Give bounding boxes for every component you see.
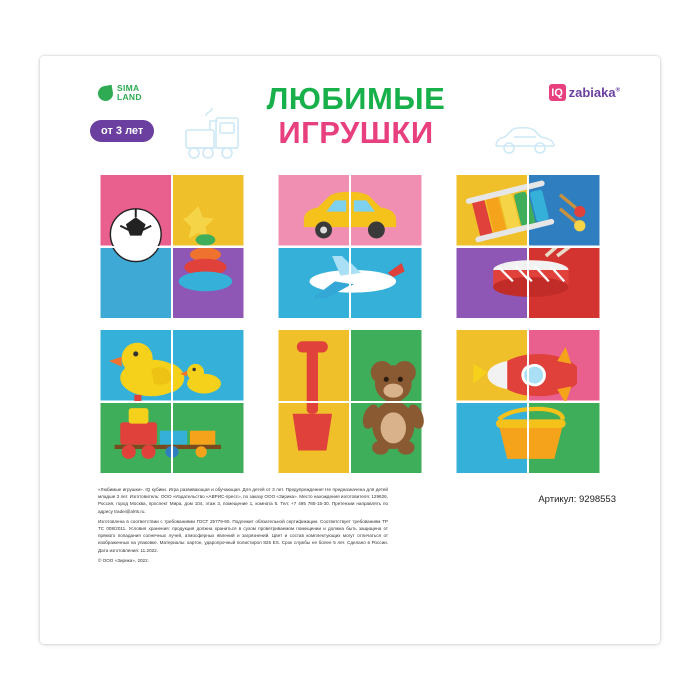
- puzzle-grid: [88, 174, 612, 474]
- legal-paragraph-1: «Любимые игрушки». IQ кубики. Игра развивающая и обучающая. Для детей от 3 лет. Предупреждение! Не предназначена для детей младше 3 лет. Изготовитель: ООО «Издательство «АВРИС-пресс», по заказу ООО «Зирика». Место нахождения изготовителя: 129626, Россия, город Москва, проспект Мира, дом 104, этаж 3, помещение 1, комната 5. Тел: +7 495 785-15-30. Претензии направлять по адресу tradei@alrts.ru.: [98, 487, 388, 514]
- spade-bear-art: [350, 330, 433, 402]
- spade-bear-art: [267, 402, 350, 474]
- soccer-pyramid-art: [89, 247, 172, 319]
- car-outline-icon: [492, 118, 558, 158]
- product-package-card: [40, 56, 660, 644]
- car-plane-art: [350, 247, 433, 319]
- puzzle-piece[interactable]: [88, 247, 172, 320]
- soccer-pyramid-art: [172, 175, 255, 247]
- xylophone-drum-art: [445, 247, 528, 319]
- puzzle-block-rocket-bucket[interactable]: [444, 329, 612, 474]
- puzzle-piece[interactable]: [266, 329, 350, 402]
- puzzle-piece[interactable]: [88, 402, 172, 475]
- car-plane-art: [350, 175, 433, 247]
- soccer-pyramid-art: [89, 175, 172, 247]
- puzzle-piece[interactable]: [172, 329, 256, 402]
- legal-paragraph-2: Изготовлена в соответствии с требованиями ГОСТ 25779-90. Подлежит обязательной сертификации. Соответствует требованиям ТР ТС 008/2011. Условия хранения: продукция должна храниться в сухом проветриваемом помещении и должна быть защищена от прямого попадания солнечных лучей, атмосферных явлений и загрязнений. Цвет и состав комплектующих могут отличаться от изображенных на упаковке. Материалы: картон, ударопрочный полистирол 825 ES. Срок службы не более 5 лет. Сделано в России. Дата изготовления: 11.2022.: [98, 518, 388, 553]
- puzzle-piece[interactable]: [88, 329, 172, 402]
- xylophone-drum-art: [445, 175, 528, 247]
- spade-bear-art: [267, 330, 350, 402]
- sku-line: [538, 494, 616, 505]
- package-title: [226, 82, 486, 150]
- puzzle-block-car-plane[interactable]: [266, 174, 434, 319]
- sima-land-logo: [98, 84, 142, 102]
- puzzle-piece[interactable]: [528, 329, 612, 402]
- ducks-train-art: [172, 402, 255, 474]
- ducks-train-art: [89, 330, 172, 402]
- soccer-pyramid-art: [172, 247, 255, 319]
- car-plane-art: [267, 247, 350, 319]
- puzzle-piece[interactable]: [350, 247, 434, 320]
- sku-label: Артикул:: [538, 494, 577, 505]
- ducks-train-art: [89, 402, 172, 474]
- registered-mark: ®: [615, 87, 620, 94]
- puzzle-block-xylophone-drum[interactable]: [444, 174, 612, 319]
- puzzle-piece[interactable]: [528, 402, 612, 475]
- puzzle-piece[interactable]: [350, 329, 434, 402]
- xylophone-drum-art: [528, 247, 611, 319]
- ducks-train-art: [172, 330, 255, 402]
- xylophone-drum-art: [528, 175, 611, 247]
- puzzle-piece[interactable]: [444, 329, 528, 402]
- puzzle-piece[interactable]: [528, 174, 612, 247]
- puzzle-piece[interactable]: [444, 174, 528, 247]
- puzzle-piece[interactable]: [444, 247, 528, 320]
- iq-zabiaka-logo: [549, 84, 620, 101]
- puzzle-piece[interactable]: [266, 247, 350, 320]
- sima-land-line1: SIMA: [117, 83, 140, 93]
- iq-mark: IQ: [549, 84, 566, 101]
- rocket-bucket-art: [445, 402, 528, 474]
- iq-word: [569, 85, 620, 100]
- puzzle-piece[interactable]: [88, 174, 172, 247]
- spade-bear-art: [350, 402, 433, 474]
- puzzle-piece[interactable]: [350, 174, 434, 247]
- legal-paragraph-3: © ООО «Зирика», 2022.: [98, 557, 149, 563]
- rocket-bucket-art: [528, 402, 611, 474]
- iq-word-text: zabiaka: [568, 85, 616, 100]
- puzzle-block-football-pyramid[interactable]: [88, 174, 256, 319]
- puzzle-piece[interactable]: [172, 402, 256, 475]
- rocket-bucket-art: [445, 330, 528, 402]
- sima-land-line2: LAND: [117, 92, 142, 102]
- sku-value: 9298553: [579, 494, 616, 505]
- title-line-1: ЛЮБИМЫЕ: [266, 81, 446, 116]
- puzzle-piece[interactable]: [444, 402, 528, 475]
- legal-text-block: [98, 486, 388, 567]
- leaf-icon: [97, 84, 114, 101]
- puzzle-piece[interactable]: [172, 247, 256, 320]
- puzzle-block-ducks-train[interactable]: [88, 329, 256, 474]
- rocket-bucket-art: [528, 330, 611, 402]
- puzzle-piece[interactable]: [266, 402, 350, 475]
- puzzle-piece[interactable]: [266, 174, 350, 247]
- car-plane-art: [267, 175, 350, 247]
- puzzle-piece[interactable]: [528, 247, 612, 320]
- age-badge: от 3 лет: [90, 120, 154, 142]
- puzzle-piece[interactable]: [172, 174, 256, 247]
- title-line-2: ИГРУШКИ: [278, 115, 434, 150]
- puzzle-block-spade-bear[interactable]: [266, 329, 434, 474]
- puzzle-piece[interactable]: [350, 402, 434, 475]
